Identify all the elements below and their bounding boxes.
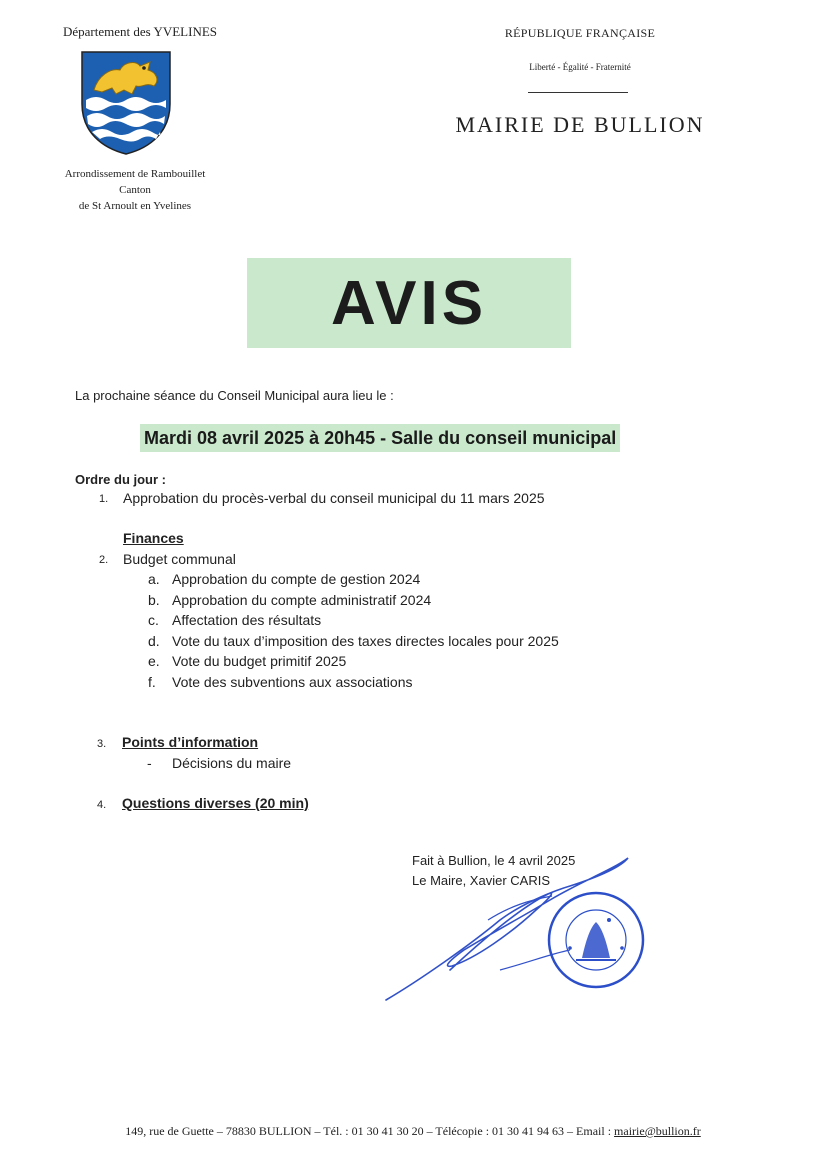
republic-title: RÉPUBLIQUE FRANÇAISE	[504, 26, 656, 40]
header-divider	[528, 92, 628, 93]
agenda-heading: Ordre du jour :	[75, 472, 166, 487]
arrondissement-block	[30, 166, 240, 214]
subitem-text: Affectation des résultats	[172, 612, 322, 628]
coat-of-arms-icon	[80, 50, 172, 156]
subitem-letter: c.	[148, 612, 159, 628]
item3-number: 3.	[97, 738, 107, 750]
item2-number: 2.	[99, 554, 109, 566]
intro-text: La prochaine séance du Conseil Municipal aura lieu le :	[75, 388, 394, 403]
item4-text: Questions diverses (20 min)	[122, 795, 309, 811]
subitem-letter: b.	[148, 592, 160, 608]
subitem-letter: a.	[148, 571, 160, 587]
footer-address: 149, rue de Guette – 78830 BULLION – Tél. : 01 30 41 30 20 – Télécopie : 01 30 41 94 63 – Email :	[125, 1124, 615, 1138]
subitem-letter: e.	[148, 653, 160, 669]
item2-text: Budget communal	[123, 551, 236, 567]
mairie-title: MAIRIE DE BULLION	[455, 112, 705, 137]
signature-signer: Le Maire, Xavier CARIS	[412, 873, 550, 888]
canton-label: Canton	[119, 184, 151, 196]
item1-number: 1.	[99, 493, 109, 505]
subitem-text: Vote des subventions aux associations	[172, 674, 413, 690]
subitem-text: Vote du taux d’imposition des taxes directes locales pour 2025	[172, 633, 559, 649]
item3-subtext: Décisions du maire	[172, 755, 292, 771]
meeting-date-line: Mardi 08 avril 2025 à 20h45 - Salle du conseil municipal	[144, 428, 617, 448]
subitem-letter: d.	[148, 633, 160, 649]
republic-motto: Liberté - Égalité - Fraternité	[529, 62, 631, 72]
avis-title: AVIS	[330, 269, 488, 338]
finances-section-title: Finances	[123, 530, 184, 546]
mairie-seal-icon	[546, 890, 646, 990]
item3-bullet: -	[147, 755, 152, 771]
date-highlight	[140, 424, 620, 452]
footer-contact	[40, 1124, 786, 1139]
subitem-text: Approbation du compte de gestion 2024	[172, 571, 421, 587]
footer-email-link[interactable]: mairie@bullion.fr	[614, 1124, 701, 1138]
item3-text: Points d’information	[122, 734, 259, 750]
subitem-letter: f.	[148, 674, 156, 690]
arrondissement-text: Arrondissement de Rambouillet	[64, 168, 206, 180]
subitem-text: Vote du budget primitif 2025	[172, 653, 347, 669]
subitem-text: Approbation du compte administratif 2024	[172, 592, 432, 608]
department-name: Département des YVELINES	[62, 24, 218, 39]
canton-text: de St Arnoult en Yvelines	[78, 200, 192, 212]
item4-number: 4.	[97, 799, 107, 811]
signature-place-date: Fait à Bullion, le 4 avril 2025	[412, 853, 576, 868]
item1-text: Approbation du procès-verbal du conseil municipal du 11 mars 2025	[123, 490, 545, 506]
